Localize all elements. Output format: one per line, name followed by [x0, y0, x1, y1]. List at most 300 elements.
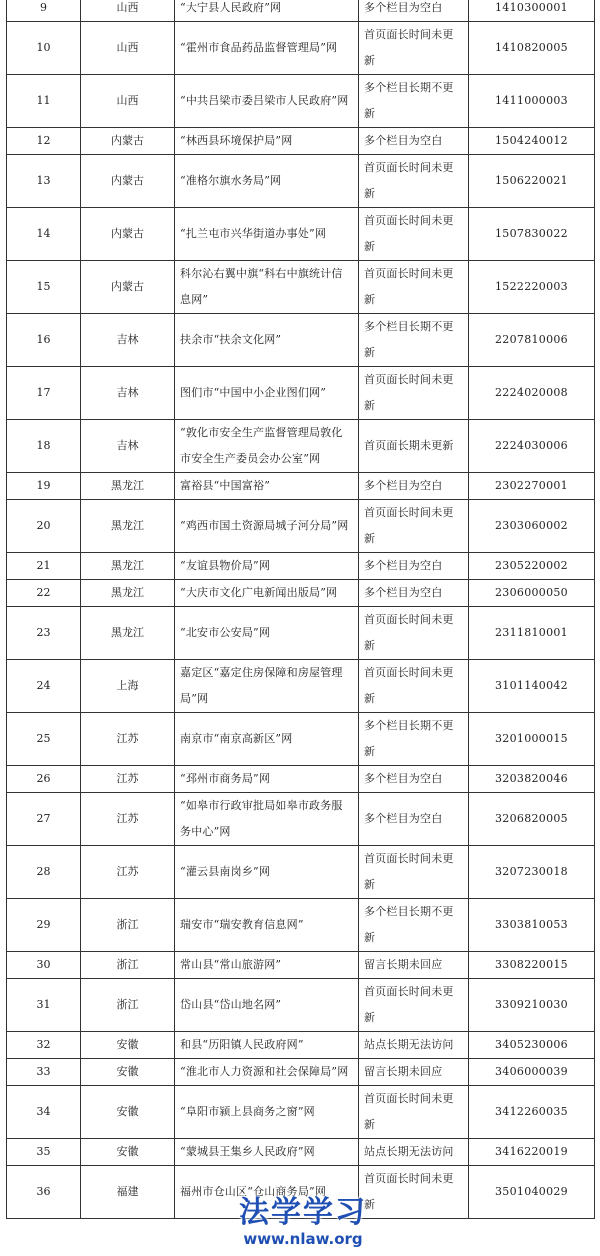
- row-number-text: 35: [36, 1145, 51, 1158]
- website-name-cell: [175, 473, 359, 500]
- row-number-text: 21: [36, 559, 51, 572]
- website-name-cell-text: “灌云县南岗乡”网: [180, 865, 271, 878]
- row-number-text: 15: [36, 280, 51, 293]
- province-cell-text: 内蒙古: [111, 280, 144, 293]
- website-code-cell-text: 3309210030: [495, 998, 568, 1011]
- table-row: [7, 1166, 595, 1219]
- row-number: [7, 128, 81, 155]
- issue-cell: [359, 766, 469, 793]
- website-code-cell: [469, 261, 595, 314]
- row-number-text: 34: [36, 1105, 51, 1118]
- website-name-cell: [175, 846, 359, 899]
- row-number: [7, 899, 81, 952]
- row-number-text: 32: [36, 1038, 51, 1051]
- issue-cell: [359, 1086, 469, 1139]
- website-code-cell-text: 1507830022: [495, 227, 568, 240]
- website-name-cell-text: 常山县“常山旅游网”: [180, 958, 282, 971]
- website-name-cell-text: “如皋市行政审批局如皋市政务服务中心”网: [180, 799, 343, 838]
- issue-cell: [359, 1059, 469, 1086]
- website-name-cell-text: 富裕县“中国富裕”: [180, 479, 271, 492]
- website-code-cell-text: 2303060002: [495, 519, 568, 532]
- row-number: [7, 75, 81, 128]
- issue-cell-text: 首页面长时间未更新: [364, 852, 454, 891]
- issue-cell: [359, 314, 469, 367]
- website-code-cell: [469, 314, 595, 367]
- table-row: [7, 314, 595, 367]
- table-row: [7, 22, 595, 75]
- website-code-cell: [469, 660, 595, 713]
- province-cell-text: 吉林: [116, 439, 139, 452]
- watermark-title: 法学学习: [239, 1195, 367, 1230]
- website-name-cell: [175, 208, 359, 261]
- issue-cell-text: 首页面长时间未更新: [364, 161, 454, 200]
- website-code-cell: [469, 128, 595, 155]
- website-code-cell-text: 2305220002: [495, 559, 568, 572]
- issue-cell: [359, 660, 469, 713]
- row-number: [7, 1059, 81, 1086]
- province-cell: [81, 473, 175, 500]
- issue-cell-text: 多个栏目长期不更新: [364, 905, 454, 944]
- table-row: [7, 952, 595, 979]
- website-code-cell-text: 3207230018: [495, 865, 568, 878]
- issue-cell: [359, 208, 469, 261]
- issue-cell: [359, 1166, 469, 1219]
- website-name-cell-text: “淮北市人力资源和社会保障局”网: [180, 1065, 349, 1078]
- website-name-cell: [175, 1032, 359, 1059]
- issue-cell: [359, 155, 469, 208]
- website-name-cell-text: “北安市公安局”网: [180, 626, 271, 639]
- province-cell-text: 江苏: [116, 732, 139, 745]
- row-number: [7, 1032, 81, 1059]
- website-code-cell: [469, 75, 595, 128]
- website-name-cell-text: “鸡西市国土资源局城子河分局”网: [180, 519, 349, 532]
- table-row: [7, 0, 595, 22]
- province-cell-text: 黑龙江: [111, 586, 144, 599]
- table-row: [7, 846, 595, 899]
- table-row: [7, 899, 595, 952]
- website-code-cell: [469, 553, 595, 580]
- website-code-cell-text: 3201000015: [495, 732, 568, 745]
- website-code-cell: [469, 899, 595, 952]
- issue-cell: [359, 22, 469, 75]
- row-number: [7, 553, 81, 580]
- website-code-cell: [469, 979, 595, 1032]
- issue-cell-text: 多个栏目为空白: [364, 479, 443, 492]
- issue-cell: [359, 580, 469, 607]
- province-cell: [81, 766, 175, 793]
- province-cell: [81, 713, 175, 766]
- row-number: [7, 473, 81, 500]
- website-name-cell: [175, 314, 359, 367]
- website-code-cell: [469, 793, 595, 846]
- website-name-cell: [175, 607, 359, 660]
- province-cell: [81, 1032, 175, 1059]
- province-cell: [81, 314, 175, 367]
- row-number-text: 26: [36, 772, 51, 785]
- row-number-text: 31: [36, 998, 51, 1011]
- website-name-cell: [175, 22, 359, 75]
- website-code-cell: [469, 713, 595, 766]
- row-number: [7, 261, 81, 314]
- province-cell: [81, 208, 175, 261]
- website-code-cell-text: 2302270001: [495, 479, 568, 492]
- issue-cell-text: 多个栏目长期不更新: [364, 320, 454, 359]
- issue-cell-text: 留言长期未回应: [364, 1065, 443, 1078]
- issue-cell-text: 多个栏目为空白: [364, 559, 443, 572]
- website-name-cell: [175, 899, 359, 952]
- row-number: [7, 846, 81, 899]
- issue-cell-text: 多个栏目为空白: [364, 586, 443, 599]
- province-cell-text: 浙江: [116, 918, 139, 931]
- province-cell: [81, 660, 175, 713]
- issue-cell-text: 首页面长时间未更新: [364, 506, 454, 545]
- row-number: [7, 979, 81, 1032]
- row-number-text: 33: [36, 1065, 51, 1078]
- province-cell-text: 浙江: [116, 998, 139, 1011]
- website-code-cell-text: 1410820005: [495, 41, 568, 54]
- website-name-cell-text: 嘉定区“嘉定住房保障和房屋管理局”网: [180, 666, 343, 705]
- province-cell-text: 安徽: [116, 1038, 139, 1051]
- website-name-cell-text: 科尔沁右翼中旗“科右中旗统计信息网”: [180, 267, 343, 306]
- website-code-cell: [469, 22, 595, 75]
- website-code-cell: [469, 766, 595, 793]
- issue-cell-text: 多个栏目长期不更新: [364, 81, 454, 120]
- province-cell-text: 内蒙古: [111, 174, 144, 187]
- issue-cell-text: 首页面长时间未更新: [364, 373, 454, 412]
- website-code-cell: [469, 1086, 595, 1139]
- issue-cell: [359, 1139, 469, 1166]
- province-cell-text: 山西: [116, 1, 139, 14]
- issue-cell: [359, 261, 469, 314]
- issue-cell-text: 首页面长时间未更新: [364, 666, 454, 705]
- website-name-cell: [175, 128, 359, 155]
- row-number: [7, 1166, 81, 1219]
- website-code-cell: [469, 1166, 595, 1219]
- website-name-cell-text: “林西县环境保护局”网: [180, 134, 293, 147]
- website-code-cell-text: 2311810001: [495, 626, 568, 639]
- table-row: [7, 1086, 595, 1139]
- row-number: [7, 314, 81, 367]
- website-code-cell: [469, 607, 595, 660]
- website-name-cell-text: “大庆市文化广电新闻出版局”网: [180, 586, 338, 599]
- province-cell: [81, 1139, 175, 1166]
- website-code-cell: [469, 1032, 595, 1059]
- province-cell-text: 上海: [116, 679, 139, 692]
- website-code-cell-text: 2207810006: [495, 333, 568, 346]
- table-row: [7, 607, 595, 660]
- website-code-cell-text: 3308220015: [495, 958, 568, 971]
- table-row: [7, 1032, 595, 1059]
- row-number: [7, 793, 81, 846]
- row-number-text: 20: [36, 519, 51, 532]
- issue-cell: [359, 1032, 469, 1059]
- website-name-cell: [175, 1086, 359, 1139]
- website-code-cell-text: 1522220003: [495, 280, 568, 293]
- table-row: [7, 420, 595, 473]
- row-number: [7, 607, 81, 660]
- website-inspection-table: [6, 0, 595, 1219]
- website-name-cell: [175, 793, 359, 846]
- issue-cell-text: 多个栏目为空白: [364, 772, 443, 785]
- province-cell: [81, 1086, 175, 1139]
- province-cell-text: 吉林: [116, 386, 139, 399]
- table-row: [7, 261, 595, 314]
- province-cell-text: 黑龙江: [111, 479, 144, 492]
- row-number-text: 13: [36, 174, 51, 187]
- website-name-cell-text: “蒙城县王集乡人民政府”网: [180, 1145, 315, 1158]
- website-code-cell-text: 1504240012: [495, 134, 568, 147]
- issue-cell-text: 首页面长时间未更新: [364, 1092, 454, 1131]
- website-name-cell: [175, 952, 359, 979]
- row-number-text: 36: [36, 1185, 51, 1198]
- issue-cell: [359, 473, 469, 500]
- table-row: [7, 713, 595, 766]
- province-cell: [81, 580, 175, 607]
- table-row: [7, 75, 595, 128]
- website-name-cell-text: “敦化市安全生产监督管理局敦化市安全生产委员会办公室”网: [180, 426, 343, 465]
- row-number-text: 30: [36, 958, 51, 971]
- issue-cell: [359, 899, 469, 952]
- province-cell: [81, 793, 175, 846]
- website-name-cell: [175, 713, 359, 766]
- province-cell-text: 安徽: [116, 1105, 139, 1118]
- table-row: [7, 1139, 595, 1166]
- province-cell: [81, 500, 175, 553]
- row-number-text: 19: [36, 479, 51, 492]
- issue-cell: [359, 607, 469, 660]
- province-cell: [81, 846, 175, 899]
- website-name-cell-text: “邳州市商务局”网: [180, 772, 271, 785]
- row-number: [7, 713, 81, 766]
- row-number: [7, 155, 81, 208]
- table-row: [7, 208, 595, 261]
- table-row: [7, 473, 595, 500]
- row-number: [7, 952, 81, 979]
- issue-cell-text: 首页面长时间未更新: [364, 613, 454, 652]
- issue-cell: [359, 713, 469, 766]
- website-code-cell: [469, 420, 595, 473]
- website-code-cell-text: 3206820005: [495, 812, 568, 825]
- website-name-cell-text: “中共吕梁市委吕梁市人民政府”网: [180, 94, 349, 107]
- issue-cell: [359, 75, 469, 128]
- row-number-text: 24: [36, 679, 51, 692]
- website-code-cell-text: 3412260035: [495, 1105, 568, 1118]
- province-cell-text: 山西: [116, 94, 139, 107]
- issue-cell: [359, 0, 469, 22]
- website-code-cell: [469, 1139, 595, 1166]
- province-cell: [81, 607, 175, 660]
- website-name-cell: [175, 367, 359, 420]
- table-row: [7, 367, 595, 420]
- website-code-cell-text: 3101140042: [495, 679, 568, 692]
- website-code-cell: [469, 473, 595, 500]
- issue-cell-text: 站点长期无法访问: [364, 1145, 454, 1158]
- table-row: [7, 155, 595, 208]
- row-number: [7, 367, 81, 420]
- website-name-cell-text: 南京市“南京高新区”网: [180, 732, 293, 745]
- website-name-cell: [175, 1139, 359, 1166]
- table-row: [7, 553, 595, 580]
- website-name-cell: [175, 75, 359, 128]
- province-cell: [81, 128, 175, 155]
- website-name-cell: [175, 660, 359, 713]
- table-row: [7, 500, 595, 553]
- table-row: [7, 793, 595, 846]
- issue-cell: [359, 952, 469, 979]
- province-cell-text: 内蒙古: [111, 227, 144, 240]
- table-row: [7, 580, 595, 607]
- province-cell: [81, 0, 175, 22]
- province-cell: [81, 420, 175, 473]
- province-cell: [81, 553, 175, 580]
- website-code-cell-text: 1410300001: [495, 1, 568, 14]
- issue-cell-text: 首页面长期未更新: [364, 439, 454, 452]
- website-name-cell-text: “准格尔旗水务局”网: [180, 174, 282, 187]
- website-name-cell-text: “霍州市食品药品监督管理局”网: [180, 41, 338, 54]
- province-cell-text: 福建: [116, 1185, 139, 1198]
- row-number: [7, 1086, 81, 1139]
- website-code-cell-text: 1506220021: [495, 174, 568, 187]
- issue-cell: [359, 367, 469, 420]
- province-cell-text: 江苏: [116, 865, 139, 878]
- row-number-text: 28: [36, 865, 51, 878]
- issue-cell: [359, 793, 469, 846]
- issue-cell-text: 留言长期未回应: [364, 958, 443, 971]
- website-name-cell: [175, 261, 359, 314]
- website-code-cell-text: 3203820046: [495, 772, 568, 785]
- watermark-url: www.nlaw.org: [243, 1230, 363, 1248]
- website-name-cell-text: “友谊县物价局”网: [180, 559, 271, 572]
- issue-cell: [359, 500, 469, 553]
- website-code-cell-text: 3406000039: [495, 1065, 568, 1078]
- website-name-cell-text: 岱山县“岱山地名网”: [180, 998, 282, 1011]
- province-cell-text: 黑龙江: [111, 559, 144, 572]
- issue-cell-text: 首页面长时间未更新: [364, 28, 454, 67]
- row-number: [7, 420, 81, 473]
- row-number: [7, 1139, 81, 1166]
- province-cell: [81, 75, 175, 128]
- province-cell: [81, 155, 175, 208]
- website-code-cell: [469, 580, 595, 607]
- issue-cell-text: 多个栏目为空白: [364, 134, 443, 147]
- table-body: [7, 0, 595, 1219]
- website-name-cell-text: 和县“历阳镇人民政府网”: [180, 1038, 304, 1051]
- website-name-cell: [175, 155, 359, 208]
- province-cell-text: 浙江: [116, 958, 139, 971]
- province-cell-text: 山西: [116, 41, 139, 54]
- province-cell-text: 江苏: [116, 812, 139, 825]
- row-number-text: 9: [40, 1, 47, 14]
- website-name-cell: [175, 553, 359, 580]
- website-code-cell-text: 3501040029: [495, 1185, 568, 1198]
- website-code-cell: [469, 208, 595, 261]
- row-number-text: 25: [36, 732, 51, 745]
- row-number-text: 12: [36, 134, 51, 147]
- website-code-cell-text: 2224030006: [495, 439, 568, 452]
- website-name-cell: [175, 1059, 359, 1086]
- website-code-cell: [469, 952, 595, 979]
- province-cell: [81, 261, 175, 314]
- province-cell: [81, 367, 175, 420]
- province-cell: [81, 899, 175, 952]
- province-cell-text: 黑龙江: [111, 626, 144, 639]
- issue-cell-text: 首页面长时间未更新: [364, 985, 454, 1024]
- province-cell-text: 安徽: [116, 1145, 139, 1158]
- website-name-cell: [175, 420, 359, 473]
- issue-cell: [359, 128, 469, 155]
- issue-cell-text: 多个栏目为空白: [364, 1, 443, 14]
- website-code-cell: [469, 1059, 595, 1086]
- row-number-text: 16: [36, 333, 51, 346]
- row-number: [7, 580, 81, 607]
- website-name-cell: [175, 766, 359, 793]
- website-name-cell-text: 图们市“中国中小企业图们网”: [180, 386, 327, 399]
- row-number-text: 14: [36, 227, 51, 240]
- website-code-cell-text: 3416220019: [495, 1145, 568, 1158]
- row-number: [7, 208, 81, 261]
- website-code-cell-text: 2224020008: [495, 386, 568, 399]
- table-row: [7, 660, 595, 713]
- website-name-cell-text: 瑞安市“瑞安教育信息网”: [180, 918, 304, 931]
- website-name-cell-text: “阜阳市颍上县商务之窗”网: [180, 1105, 315, 1118]
- row-number-text: 29: [36, 918, 51, 931]
- website-name-cell: [175, 580, 359, 607]
- table-row: [7, 766, 595, 793]
- table-row: [7, 979, 595, 1032]
- issue-cell-text: 多个栏目长期不更新: [364, 719, 454, 758]
- province-cell-text: 吉林: [116, 333, 139, 346]
- province-cell: [81, 22, 175, 75]
- row-number-text: 17: [36, 386, 51, 399]
- website-code-cell-text: 1411000003: [495, 94, 568, 107]
- website-name-cell-text: 福州市仓山区“仓山商务局”网: [180, 1185, 327, 1198]
- website-code-cell: [469, 155, 595, 208]
- website-code-cell: [469, 500, 595, 553]
- website-name-cell-text: 扶余市“扶余文化网”: [180, 333, 282, 346]
- row-number: [7, 22, 81, 75]
- province-cell: [81, 1059, 175, 1086]
- row-number-text: 11: [36, 94, 51, 107]
- province-cell: [81, 952, 175, 979]
- website-code-cell-text: 2306000050: [495, 586, 568, 599]
- issue-cell: [359, 979, 469, 1032]
- website-name-cell: [175, 1166, 359, 1219]
- website-code-cell-text: 3405230006: [495, 1038, 568, 1051]
- province-cell-text: 黑龙江: [111, 519, 144, 532]
- website-name-cell: [175, 979, 359, 1032]
- website-code-cell: [469, 367, 595, 420]
- row-number: [7, 0, 81, 22]
- issue-cell-text: 首页面长时间未更新: [364, 214, 454, 253]
- website-code-cell-text: 3303810053: [495, 918, 568, 931]
- issue-cell-text: 站点长期无法访问: [364, 1038, 454, 1051]
- website-code-cell: [469, 0, 595, 22]
- website-name-cell: [175, 0, 359, 22]
- row-number: [7, 766, 81, 793]
- row-number-text: 22: [36, 586, 51, 599]
- row-number-text: 23: [36, 626, 51, 639]
- row-number-text: 18: [36, 439, 51, 452]
- issue-cell-text: 多个栏目为空白: [364, 812, 443, 825]
- row-number: [7, 500, 81, 553]
- issue-cell: [359, 846, 469, 899]
- table-row: [7, 128, 595, 155]
- province-cell-text: 内蒙古: [111, 134, 144, 147]
- table-row: [7, 1059, 595, 1086]
- row-number: [7, 660, 81, 713]
- issue-cell: [359, 553, 469, 580]
- issue-cell: [359, 420, 469, 473]
